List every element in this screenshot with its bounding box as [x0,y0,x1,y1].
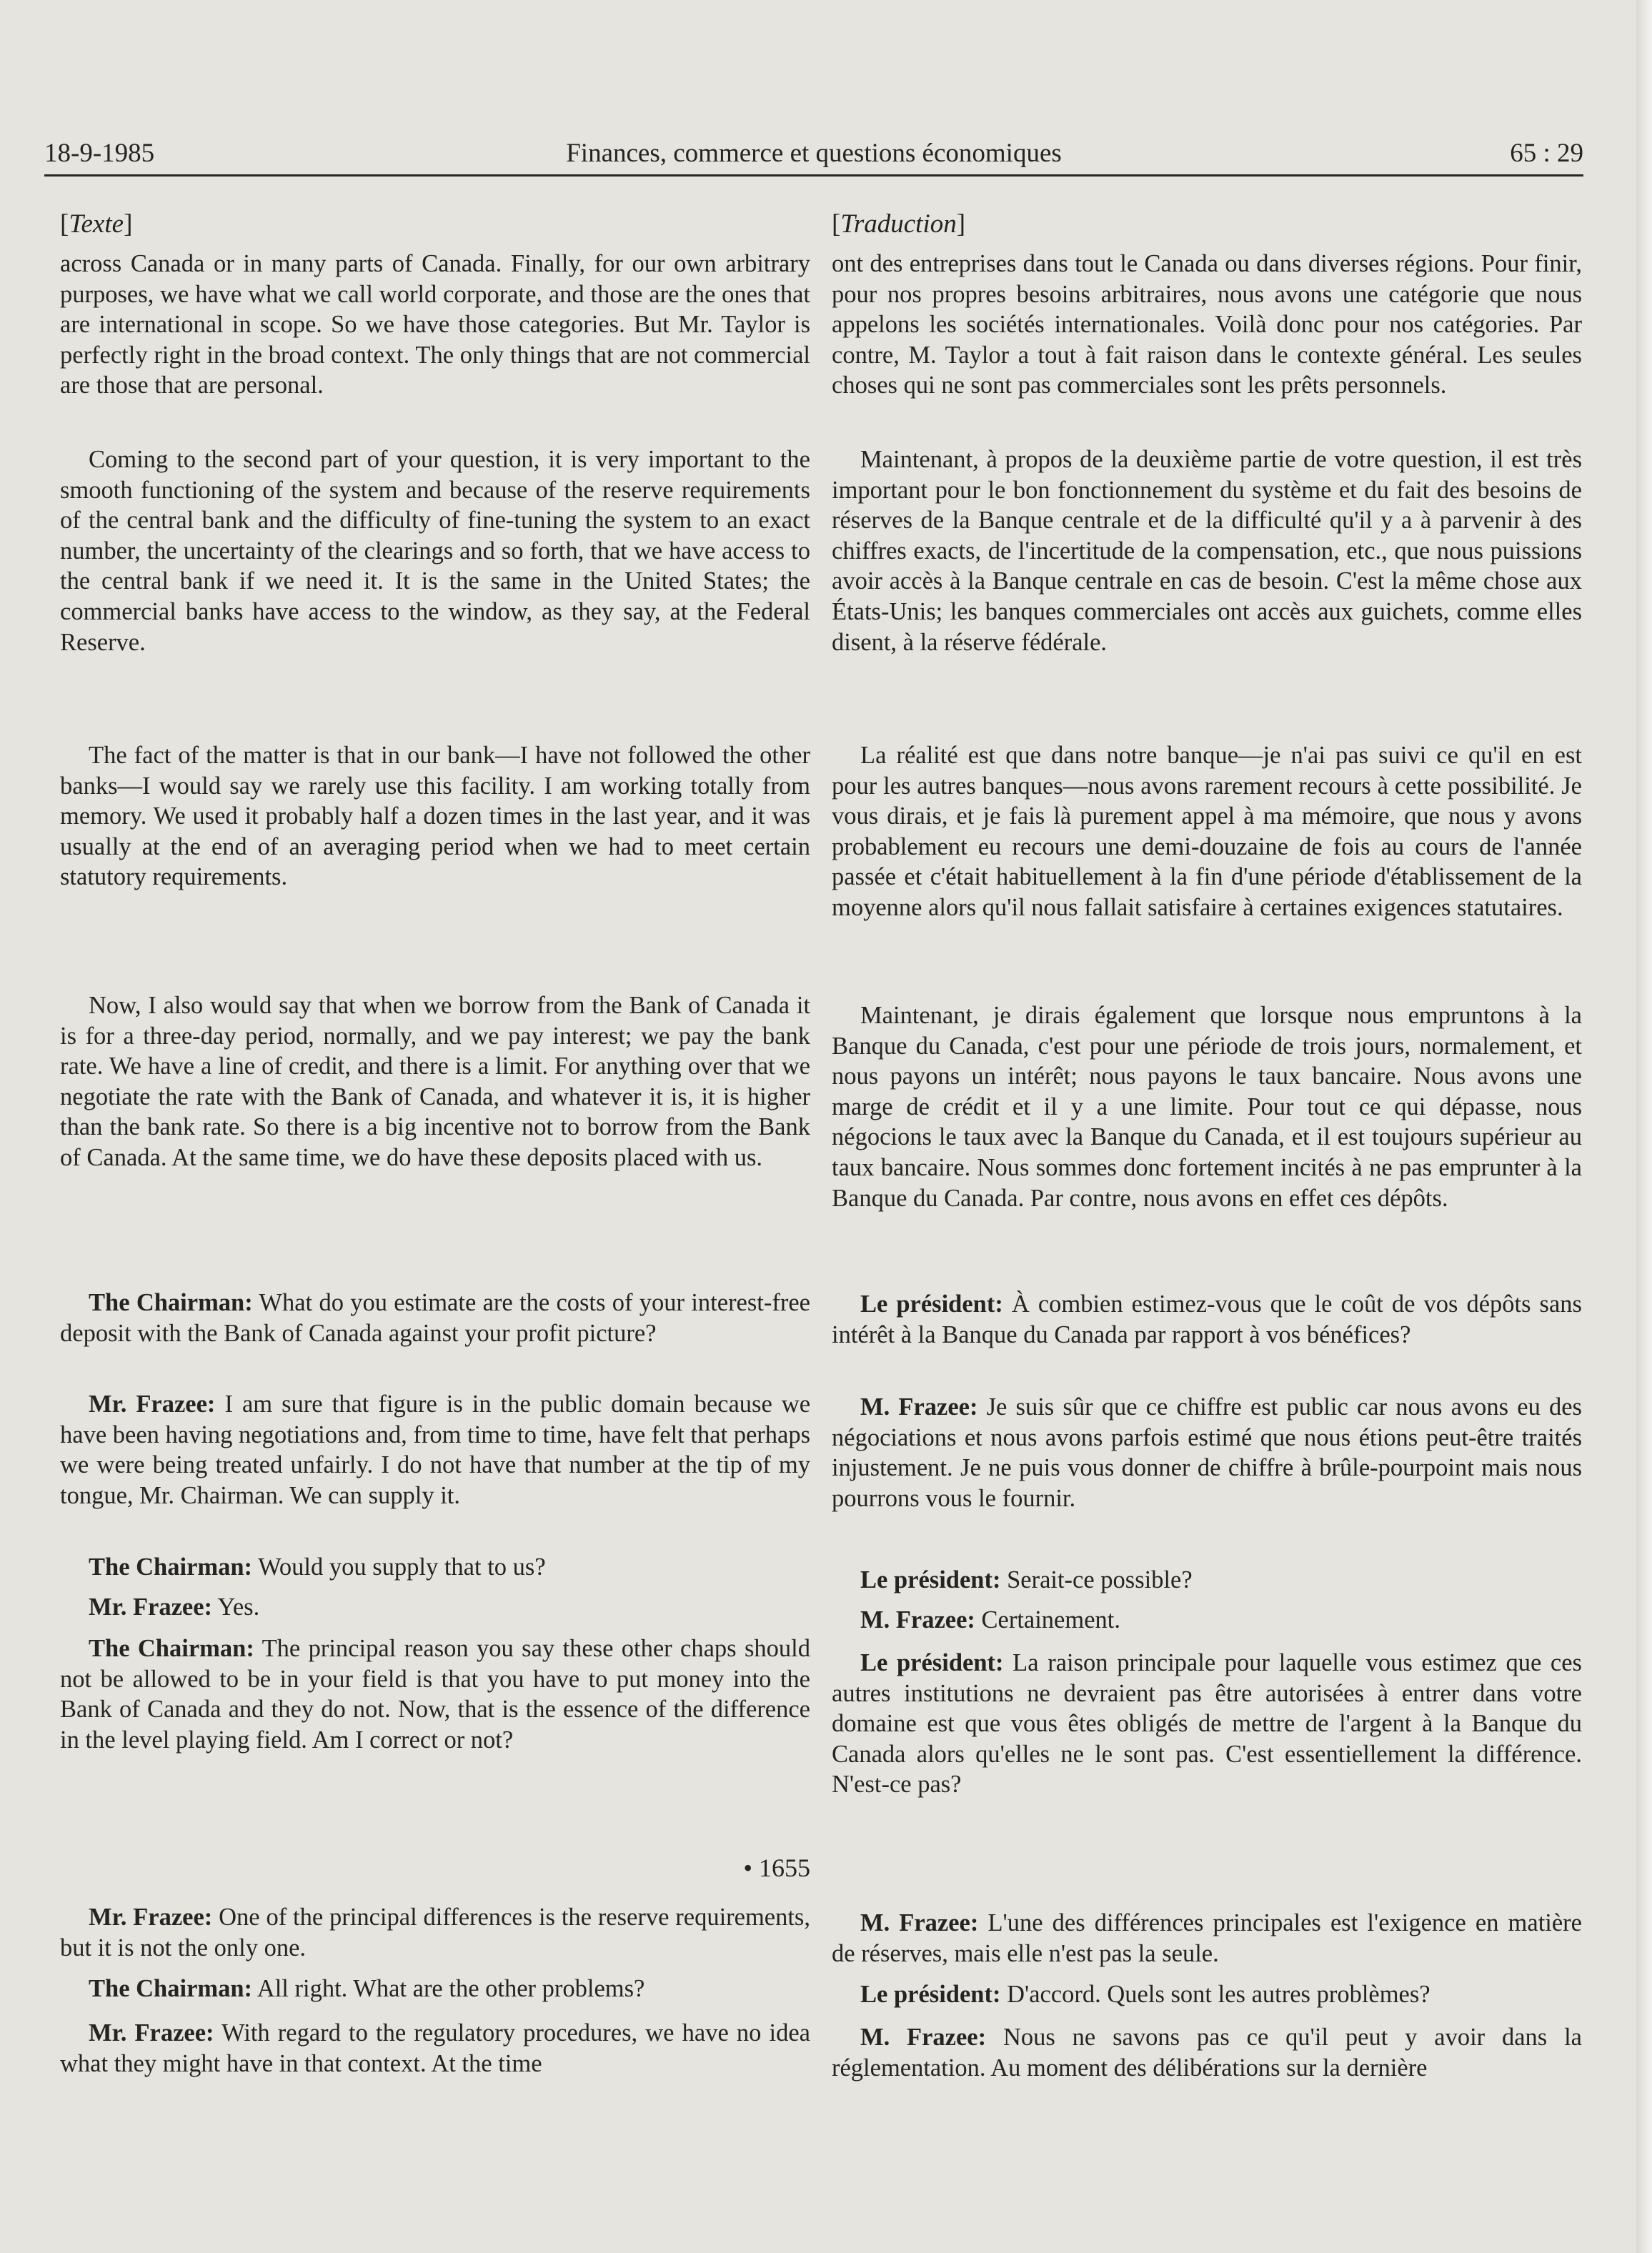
marker-text: Traduction [840,209,957,239]
speech-paragraph [60,1592,810,1623]
speech-paragraph [832,1565,1582,1596]
speech-paragraph [60,1288,810,1348]
paragraph: Coming to the second part of your question, it is very important to the smooth functioning of the system and because of the reserve requirements of the central bank and the difficulty of fine-tuning the system to an exact number, the uncertainty of the clearings and so forth, that we have access to the central bank if we need it. It is the same in the United States; the commercial banks have access to the window, as they say, at the Federal Reserve. [60,446,810,656]
speech-text: Certainement. [981,1606,1120,1633]
marker-text: Texte [69,209,124,239]
speech-text: L'une des différences principales est l'exigence en matière de réserves, mais elle n'est pas la seule. [832,1909,1582,1967]
speech-paragraph [832,1648,1582,1800]
right-column-marker: [Traduction] [832,209,966,239]
paragraph: across Canada or in many parts of Canada. Finally, for our own arbitrary purposes, we have what we call world corporate, and those are the ones that are international in scope. So we have those categories. But Mr. Taylor is perfectly right in the broad context. The only things that are not commercial are those that are personal. [60,250,810,399]
speech-text: Serait-ce possible? [1007,1566,1193,1593]
speech-text: D'accord. Quels sont les autres problèmes? [1007,1981,1430,2008]
paragraph: The fact of the matter is that in our bank—I have not followed the other banks—I would say we rarely use this facility. I am working totally from memory. We used it probably half a dozen times in the last year, and it was usually at the end of an averaging period when we had to meet certain statutory requirements. [60,742,810,891]
header-date: 18-9-1985 [44,139,155,168]
page-edge [1636,0,1652,2253]
speaker-name: The Chairman: [89,1553,253,1581]
speaker-name: Le président: [860,1649,1004,1676]
speaker-name: Le président: [860,1981,1001,2008]
speech-text: What do you estimate are the costs of your interest-free deposit with the Bank of Canada against your profit picture? [60,1289,810,1347]
speech-text: I am sure that figure is in the public domain because we have been having negotiations and, from time to time, have felt that perhaps we were being treated unfairly. I do not have that number at the tip of my tongue, Mr. Chairman. We can supply it. [60,1391,811,1509]
header-rule [44,174,1583,176]
header-page-number: 65 : 29 [1510,139,1583,168]
speech-text: With regard to the regulatory procedures, we have no idea what they might have in that context. At the time [60,2019,810,2077]
speech-text: La raison principale pour laquelle vous estimez que ces autres institutions ne devraient pas être autorisées à entrer dans votre domaine est que vous êtes obligés de mettre de l'argent à la Banque du Canada alors qu'elles ne le sont pas. C'est essentiellement la différence. N'est-ce pas? [832,1649,1582,1799]
paragraph: La réalité est que dans notre banque—je n'ai pas suivi ce qu'il en est pour les autres banques—nous avons rarement recours à cette possibilité. Je vous dirais, et je fais là purement appel à ma mémoire, que nous y avons probablement eu recours une demi-douzaine de fois au cours de l'année passée et c'était habituellement à la fin d'une période d'établissement de la moyenne alors qu'il nous fallait satisfaire à certaines exigences statutaires. [832,742,1582,921]
left-column-marker: [Texte] [60,209,133,239]
speech-paragraph [832,1979,1582,2010]
speaker-name: M. Frazee: [860,2024,987,2051]
left-column [60,207,811,2077]
speaker-name: Le président: [860,1566,1001,1593]
speech-paragraph [60,1633,810,1755]
speech-text: All right. What are the other problems? [257,1975,645,2002]
header-title: Finances, commerce et questions économiques [566,139,1062,168]
speech-paragraph [832,1908,1582,1969]
speech-text: Je suis sûr que ce chiffre est public car nous avons eu des négociations et nous avons parfois estimé que nous étions peut-être traités injustement. Je ne puis vous donner de chiffre à brûle-pourpoint mais nous pourrons vous le fournir. [832,1393,1582,1512]
speaker-name: The Chairman: [89,1975,253,2002]
speech-paragraph [832,2022,1582,2083]
paragraph: Maintenant, je dirais également que lorsque nous empruntons à la Banque du Canada, c'est pour une période de trois jours, normalement, et nous payons un intérêt; nous payons le taux bancaire. Nous avons une marge de crédit et il y a une limite. Pour tout ce qui dépasse, nous négocions le taux avec la Banque du Canada, et il est toujours supérieur au taux bancaire. Nous sommes donc fortement incités à ne pas emprunter à la Banque du Canada. Par contre, nous avons en effet ces dépôts. [832,1002,1582,1212]
time-marker: • 1655 [743,1854,810,1882]
speech-text: À combien estimez-vous que le coût de vos dépôts sans intérêt à la Banque du Canada par rapport à vos bénéfices? [832,1290,1582,1348]
speech-paragraph [832,1605,1582,1636]
speech-text: Nous ne savons pas ce qu'il peut y avoir dans la réglementation. Au moment des délibérations sur la dernière [832,2024,1582,2082]
speech-text: One of the principal differences is the reserve requirements, but it is not the only one. [60,1904,810,1961]
paragraph: Now, I also would say that when we borrow from the Bank of Canada it is for a three-day period, normally, and we pay interest; we pay the bank rate. We have a line of credit, and there is a limit. For anything over that we negotiate the rate with the Bank of Canada, and whatever it is, it is higher than the bank rate. So there is a big incentive not to borrow from the Bank of Canada. At the same time, we do have these deposits placed with us. [60,992,810,1171]
speaker-name: M. Frazee: [860,1909,979,1936]
speaker-name: The Chairman: [89,1289,253,1316]
page-header [44,134,1583,173]
speech-paragraph [60,1902,810,1963]
speech-text: Yes. [217,1593,260,1621]
speaker-name: M. Frazee: [860,1606,975,1633]
speech-paragraph [60,1552,810,1583]
speaker-name: Le président: [860,1290,1003,1318]
speech-paragraph [832,1392,1582,1513]
right-column [832,207,1582,2082]
speech-text: Would you supply that to us? [258,1553,546,1581]
speaker-name: Mr. Frazee: [89,1904,213,1931]
speaker-name: Mr. Frazee: [89,2019,214,2046]
speech-paragraph [60,1389,810,1511]
paragraph: ont des entreprises dans tout le Canada ou dans diverses régions. Pour finir, pour nos propres besoins arbitraires, nous avons une catégorie que nous appelons les sociétés internationales. Voilà donc pour nos catégories. Par contre, M. Taylor a tout à fait raison dans le contexte général. Les seules choses qui ne sont pas commerciales sont les prêts personnels. [832,250,1582,399]
speech-paragraph [60,1974,810,2004]
speech-text: The principal reason you say these other chaps should not be allowed to be in your field is that you have to put money into the Bank of Canada and they do not. Now, that is the essence of the difference in the level playing field. Am I correct or not? [60,1635,810,1754]
speaker-name: The Chairman: [89,1635,254,1662]
speaker-name: Mr. Frazee: [89,1593,213,1621]
paragraph: Maintenant, à propos de la deuxième partie de votre question, il est très important pour le bon fonctionnement du système et du fait des besoins de réserves de la Banque centrale et de la difficulté qu'il y a à parvenir à des chiffres exacts, de l'incertitude de la compensation, etc., que nous puissions avoir accès à la Banque centrale en cas de besoin. C'est la même chose aux États-Unis; les banques commerciales ont accès aux guichets, comme elles disent, à la réserve fédérale. [832,446,1582,656]
speaker-name: M. Frazee: [860,1393,978,1421]
speaker-name: Mr. Frazee: [89,1391,216,1418]
speech-paragraph [832,1289,1582,1350]
speech-paragraph [60,2018,810,2079]
